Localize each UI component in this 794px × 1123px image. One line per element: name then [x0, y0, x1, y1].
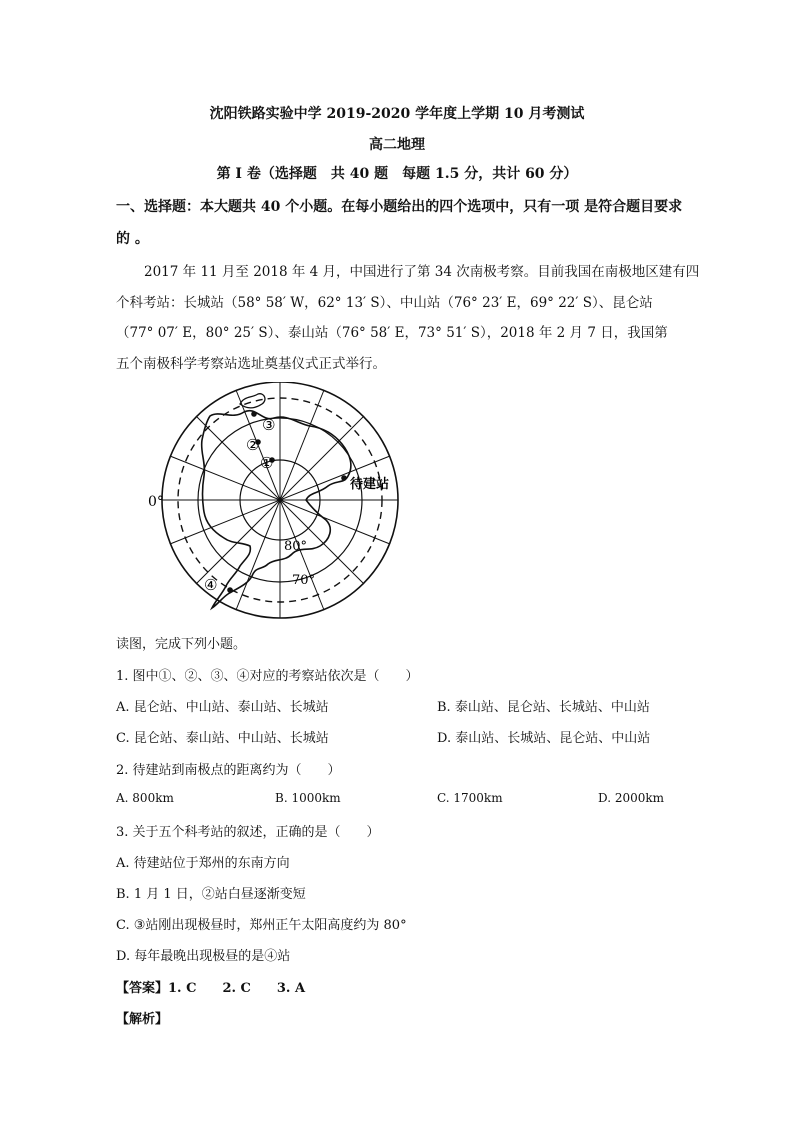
question-2-option-a[interactable]: A. 800km: [116, 791, 174, 805]
station-new-dot: [341, 475, 347, 481]
question-1-stem: 1. 图中①、②、③、④对应的考察站依次是（ ）: [116, 669, 419, 684]
question-2-option-c[interactable]: C. 1700km: [437, 791, 503, 805]
station-3-dot: [251, 411, 257, 417]
passage-line1: 2017 年 11 月至 2018 年 4 月，中国进行了第 34 次南极考察。目前我国在南极地区建有四: [144, 264, 700, 280]
exam-title: 沈阳铁路实验中学 2019-2020 学年度上学期 10 月考测试: [209, 106, 585, 122]
question-2-option-b[interactable]: B. 1000km: [275, 791, 341, 805]
ice-shelf-shape: [240, 394, 265, 408]
marker-2: ②: [246, 436, 260, 454]
marker-4: ④: [204, 576, 218, 594]
volume-heading: 第 I 卷（选择题 共 40 题 每题 1.5 分，共计 60 分）: [216, 166, 578, 182]
instruction-text: 读图，完成下列小题。: [116, 637, 247, 652]
question-3-option-a[interactable]: A. 待建站位于郑州的东南方向: [116, 856, 290, 871]
exam-subject: 高二地理: [369, 137, 425, 153]
question-3-stem: 3. 关于五个科考站的叙述，正确的是（ ）: [116, 825, 380, 840]
label-new-station: 待建站: [350, 477, 390, 492]
marker-3: ③: [262, 416, 276, 434]
question-1-option-d[interactable]: D. 泰山站、长城站、昆仑站、中山站: [437, 731, 651, 746]
passage-line2: 个科考站：长城站（58° 58′ W，62° 13′ S）、中山站（76° 23′ E，69° 22′ S）、昆仑站: [116, 295, 653, 311]
section-heading-line2: 的 。: [116, 231, 149, 247]
question-2-option-d[interactable]: D. 2000km: [598, 791, 665, 805]
passage-line3: （77° 07′ E，80° 25′ S）、泰山站（76° 58′ E，73° 51′ S），2018 年 2 月 7 日，我国第: [116, 325, 668, 341]
answer-key: 【答案】1. C 2. C 3. A: [116, 981, 306, 996]
antarctica-map: [140, 382, 440, 622]
question-1-option-b[interactable]: B. 泰山站、昆仑站、长城站、中山站: [437, 700, 650, 715]
analysis-heading: 【解析】: [116, 1012, 169, 1027]
question-1-option-c[interactable]: C. 昆仑站、泰山站、中山站、长城站: [116, 731, 329, 746]
question-3-option-b[interactable]: B. 1 月 1 日，②站白昼逐渐变短: [116, 887, 306, 902]
passage-line4: 五个南极科学考察站选址奠基仪式正式举行。: [116, 356, 386, 372]
label-80-degree: 80°: [284, 539, 308, 554]
station-4-dot: [227, 587, 233, 593]
question-2-stem: 2. 待建站到南极点的距离约为（ ）: [116, 763, 341, 778]
label-70-degree: 70°: [292, 573, 316, 588]
question-1-option-a[interactable]: A. 昆仑站、中山站、泰山站、长城站: [116, 700, 329, 715]
question-3-option-c[interactable]: C. ③站刚出现极昼时，郑州正午太阳高度约为 80°: [116, 918, 407, 933]
section-heading-line1: 一、选择题：本大题共 40 个小题。在每小题给出的四个选项中，只有一项 是符合题目要求: [116, 199, 683, 215]
question-3-option-d[interactable]: D. 每年最晚出现极昼的是④站: [116, 949, 291, 964]
label-0-degree: 0°: [148, 494, 164, 510]
marker-1: ①: [260, 454, 274, 472]
